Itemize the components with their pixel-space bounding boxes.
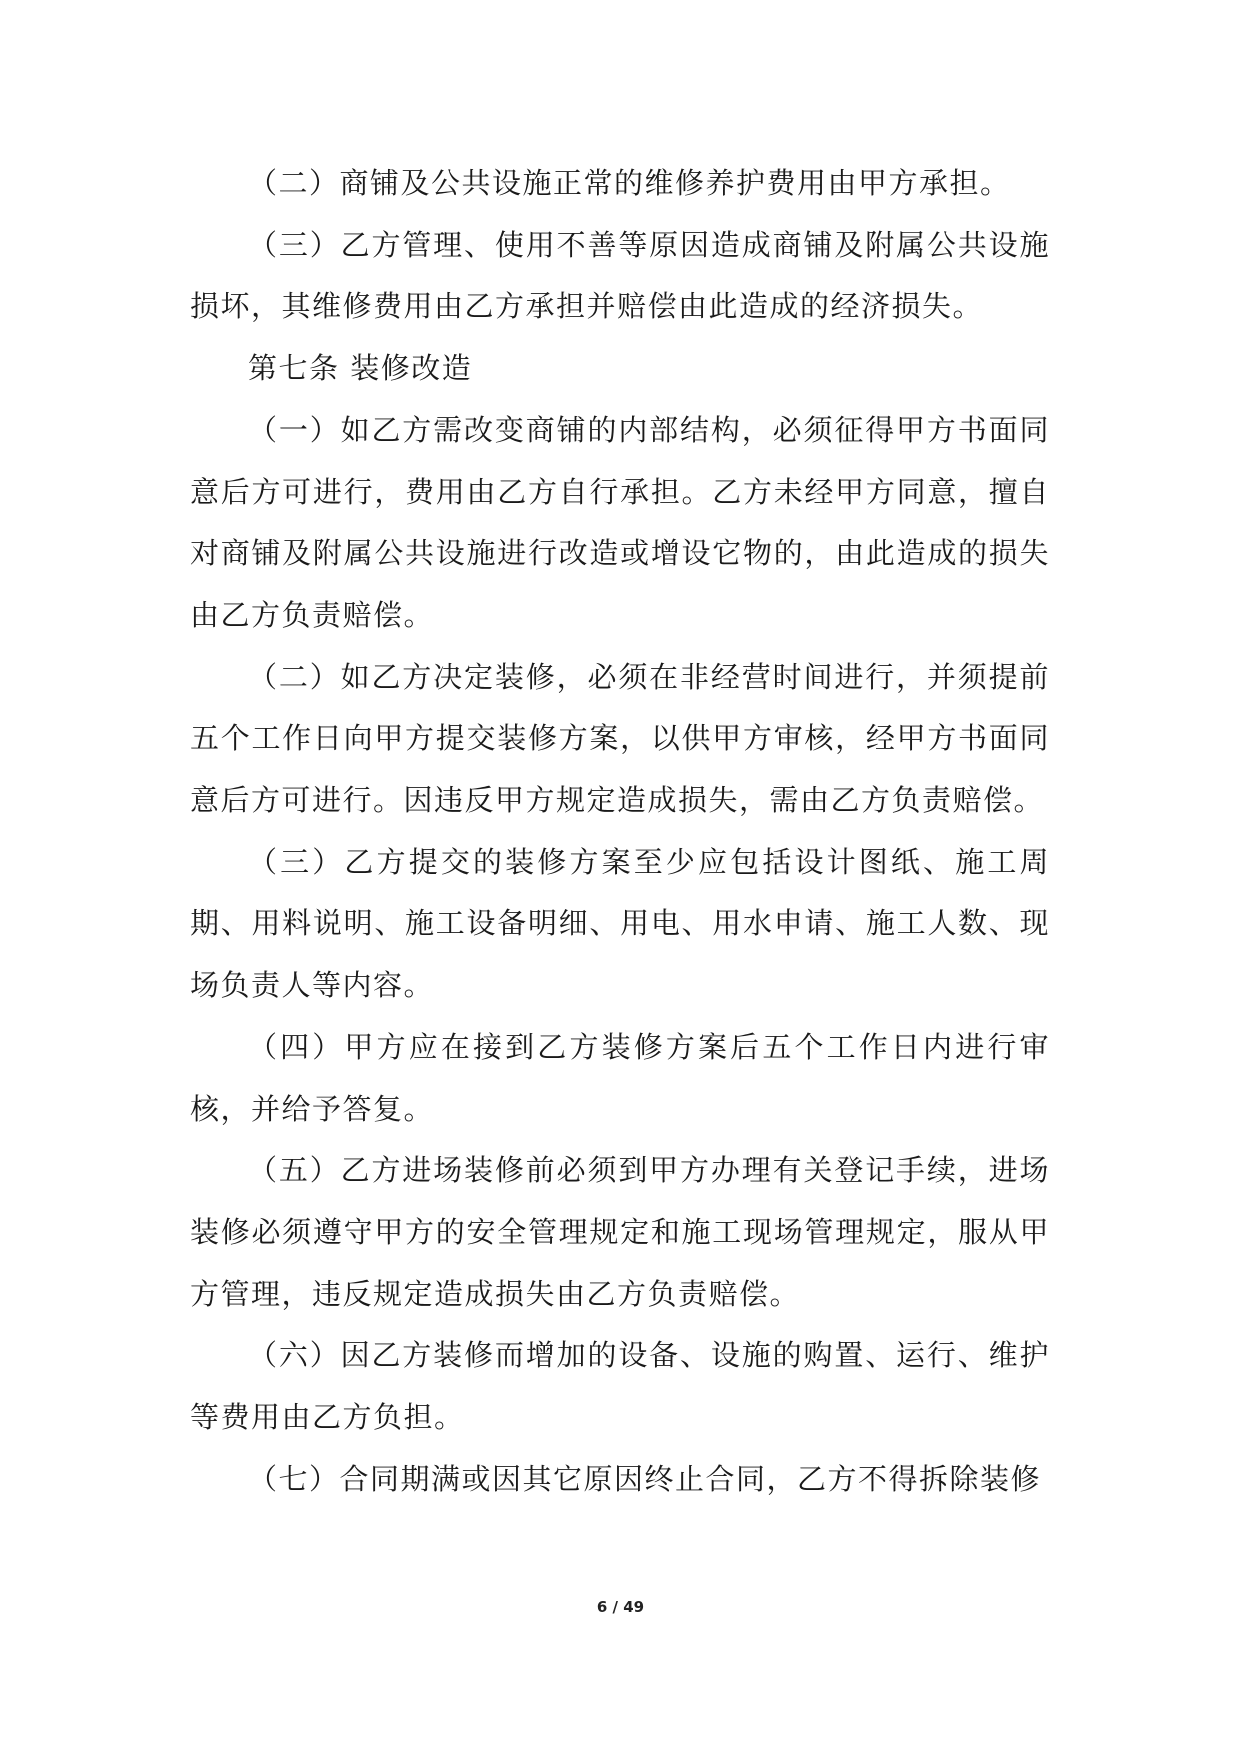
paragraph-registration: （五）乙方进场装修前必须到甲方办理有关登记手续，进场装修必须遵守甲方的安全管理规定和施工现场管理规定，服从甲方管理，违反规定造成损失由乙方负责赔偿。: [190, 1153, 1050, 1311]
paragraph-damage-liability: （三）乙方管理、使用不善等原因造成商铺及附属公共设施损坏，其维修费用由乙方承担并赔偿由此造成的经济损失。: [190, 227, 1050, 324]
paragraph-maintenance-cost: （二）商铺及公共设施正常的维修养护费用由甲方承担。: [248, 166, 1011, 200]
paragraph-review: （四）甲方应在接到乙方装修方案后五个工作日内进行审核，并给予答复。: [190, 1029, 1050, 1126]
paragraph-equipment-cost: （六）因乙方装修而增加的设备、设施的购置、运行、维护等费用由乙方负担。: [190, 1338, 1050, 1435]
paragraph-renovation-plan: （二）如乙方决定装修，必须在非经营时间进行，并须提前五个工作日向甲方提交装修方案，以供甲方审核，经甲方书面同意后方可进行。因违反甲方规定造成损失，需由乙方负责赔偿。: [190, 659, 1050, 818]
paragraph-structure-change: （一）如乙方需改变商铺的内部结构，必须征得甲方书面同意后方可进行，费用由乙方自行承担。乙方未经甲方同意，擅自对商铺及附属公共设施进行改造或增设它物的，由此造成的损失由乙方负责赔偿。: [190, 412, 1050, 632]
page-number: 6 / 49: [596, 1598, 645, 1616]
section-heading-article-7: 第七条 装修改造: [248, 351, 473, 386]
document-body: [190, 153, 1050, 1510]
paragraph-contract-end: （七）合同期满或因其它原因终止合同，乙方不得拆除装修: [248, 1461, 1042, 1496]
paragraph-plan-contents: （三）乙方提交的装修方案至少应包括设计图纸、施工周期、用料说明、施工设备明细、用电、用水申请、施工人数、现场负责人等内容。: [190, 844, 1050, 1003]
